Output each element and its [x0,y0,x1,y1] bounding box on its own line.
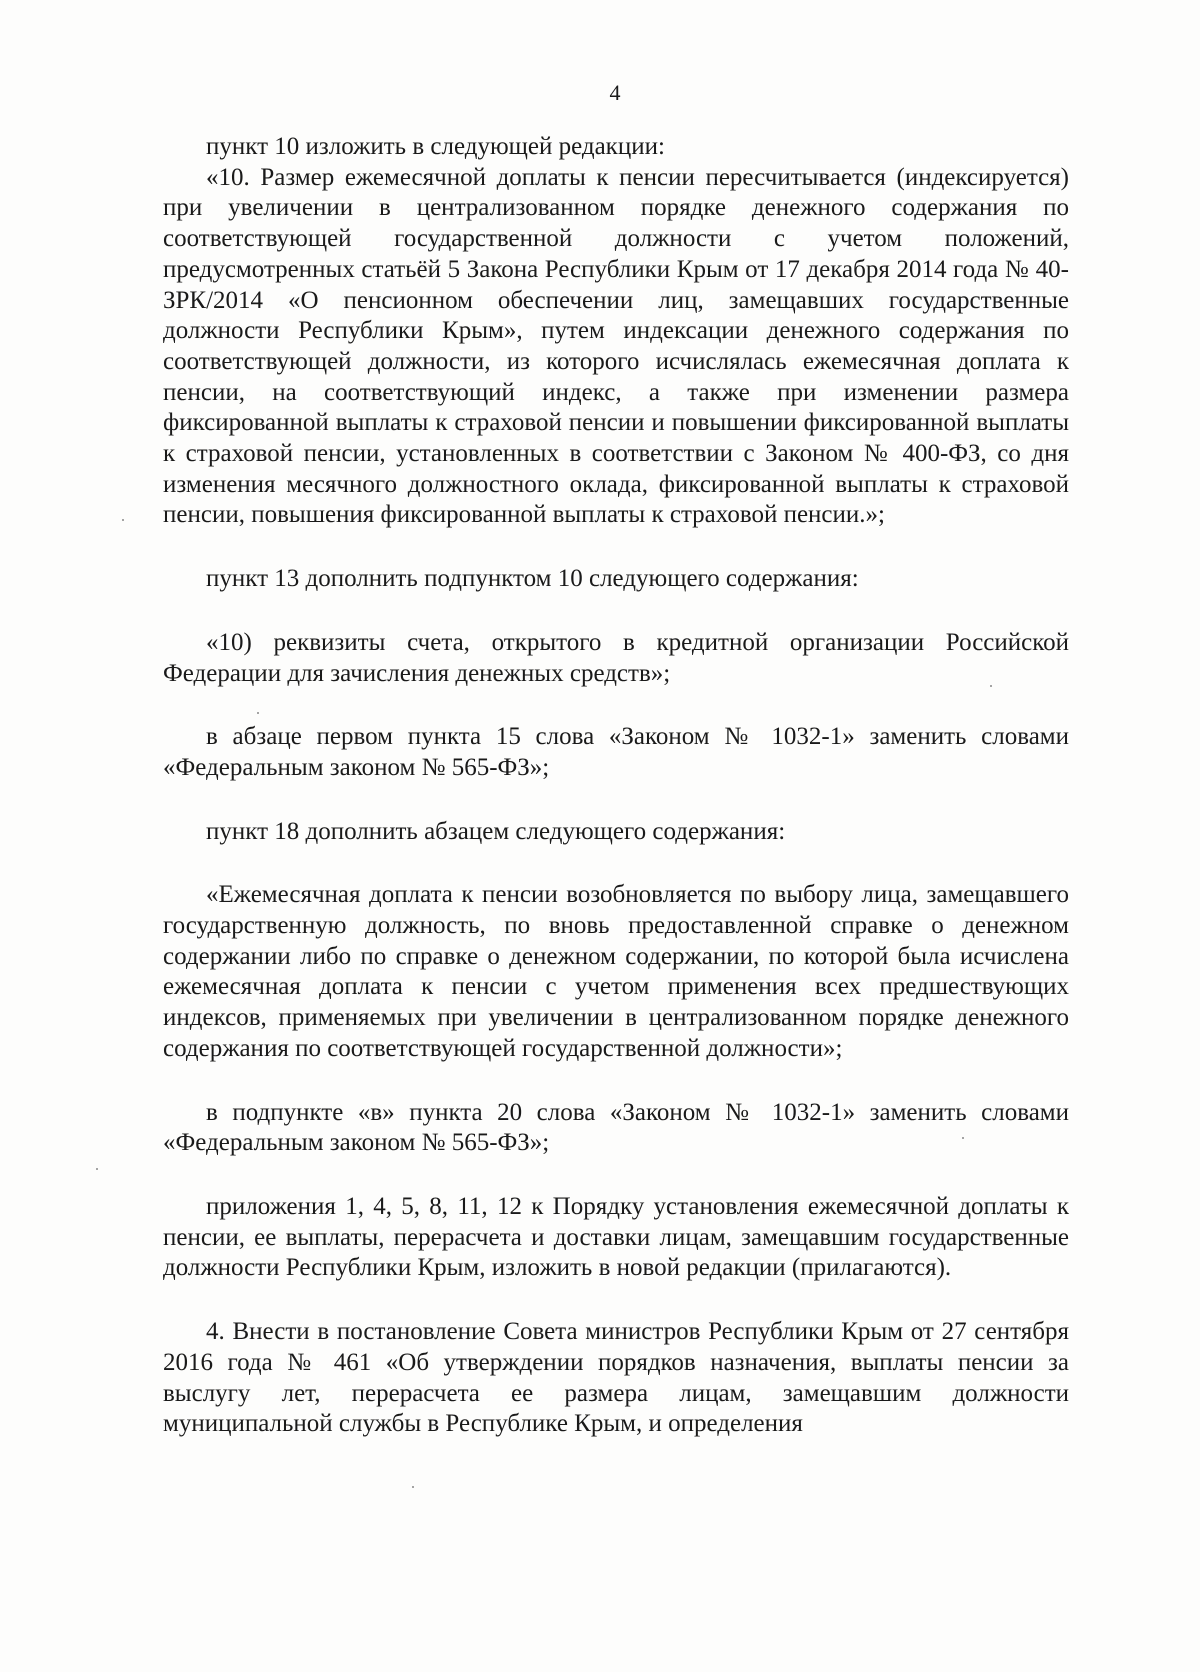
scan-speck [962,1137,964,1139]
paragraph-point-18-text: «Ежемесячная доплата к пенсии возобновляется по выбору лица, замещавшего государственную должность, по вновь предоставленной справке о денежном содержании либо по справке о денежном содержании, по которой была исчислена ежемесячная доплата к пенсии с учетом применения всех предшествующих индексов, применяемых при увеличении в централизованном порядке денежного содержания по соответствующей государственной должности»; [163,881,1069,1062]
paragraph-amend-point-18: пункт 18 дополнить абзацем следующего содержания: [206,817,786,845]
paragraph-subpoint-10-text: «10) реквизиты счета, открытого в кредитной организации Российской Федерации для зачисления денежных средств»; [163,628,1069,687]
paragraph-amend-point-20: в подпункте «в» пункта 20 слова «Законом № 1032-1» заменить словами «Федеральным законом № 565-ФЗ»; [163,1098,1069,1157]
page-number: 4 [609,80,621,105]
paragraph-point-10-text: «10. Размер ежемесячной доплаты к пенсии пересчитывается (индексируется) при увеличении в централизованном порядке денежного содержания по соответствующей государственной должности с учетом положений, предусмотренных статьёй 5 Закона Республики Крым от 17 декабря 2014 года № 40-ЗРК/2014 «О пенсионном обеспечении лиц, замещавших государственные должности Республики Крым», путем индексации денежного содержания по соответствующей должности, из которого исчислялась ежемесячная доплата к пенсии, на соответствующий индекс, а также при изменении размера фиксированной выплаты к страховой пенсии и повышении фиксированной выплаты к страховой пенсии, установленных в соответствии с Законом № 400-ФЗ, со дня изменения месячного должностного оклада, фиксированной выплаты к страховой пенсии, повышения фиксированной выплаты к страховой пенсии.»; [163,163,1069,529]
scan-speck [257,712,259,714]
paragraph-amend-point-15: в абзаце первом пункта 15 слова «Законом № 1032-1» заменить словами «Федеральным законом № 565-ФЗ»; [163,723,1069,781]
scan-speck [96,1168,98,1170]
paragraph-section-4: 4. Внести в постановление Совета министров Республики Крым от 27 сентября 2016 года № 461 «Об утверждении порядков назначения, выплаты пенсии за выслугу лет, перерасчета ее размера лицам, замещавшим должности муниципальной службы в Республике Крым, и определения [163,1318,1069,1438]
document-body [163,132,1069,1440]
scan-speck [122,519,124,521]
paragraph-amend-point-10: пункт 10 изложить в следующей редакции: [206,133,665,160]
paragraph-amend-point-13: пункт 13 дополнить подпунктом 10 следующего содержания: [206,565,859,593]
paragraph-appendices: приложения 1, 4, 5, 8, 11, 12 к Порядку установления ежемесячной доплаты к пенсии, ее выплаты, перерасчета и доставки лицам, замещавшим государственные должности Республики Крым, изложить в новой редакции (прилагаются). [163,1192,1069,1282]
scan-speck [990,685,992,687]
scan-speck [412,1486,414,1488]
